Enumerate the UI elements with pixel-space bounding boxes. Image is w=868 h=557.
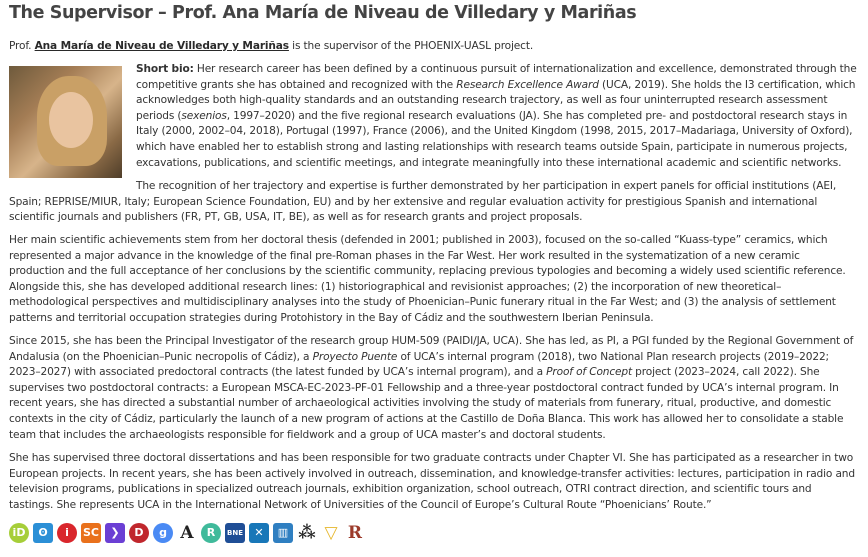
network-icon[interactable]: ⁂ (298, 522, 316, 543)
research-text-1: Since 2015, she has been the Principal Investigator of the research group HUM-509 (PAIDI/JA, UCA). She has led, as PI, a PGI funded by the Regional Government of Andalusia (on the Phoenician–Punic necropolis of Cádiz), a (9, 335, 854, 363)
orcid-icon[interactable]: iD (9, 523, 29, 543)
bio-label: Short bio: (136, 63, 194, 75)
supervisor-photo (9, 66, 122, 178)
bio-text-3: , 1997–2020) and the five regional research evaluations (JA). She has completed pre- and postdoctoral research stays in Italy (2000, 2002–04, 2018), Portugal (1997), France (2006), and the United Kingdom (1998, 2015, 2017–Madariaga, University of Oxford), which have enabled her to establish strong and lasting relationships with research teams outside Spain, participate in numerous projects, excavations, publications, and scientific meetings, and integrate meaningfully into these international academic and scientific networks. (136, 109, 853, 169)
research-text-3: project (2023–2024, call 2022). She supervises two postdoctoral contracts: a European MSCA-EC-2023-PF-01 Fellowship and a three-year postdoctoral contract funded by UCA’s internal program. In recent years, she has directed a substantial number of archaeological activities involving the study of materials from funerary, ritual, productive, and domestic contexts in the city of Cádiz, particularly the launch of a new program of actions at the Castillo de Doña Blanca. This work has allowed her to consolidate a stable team that includes the archaeologists responsible for fieldwork and a group of UCA master’s and doctoral students. (9, 366, 844, 441)
google-scholar-icon[interactable]: g (153, 523, 173, 543)
library-icon[interactable]: ▥ (273, 523, 293, 543)
research-text-2: of UCA’s internal program (2018), two National Plan research projects (2019–2022; 2023–2027) with associated predoctoral contracts (the latest funded by UCA’s internal program), and a (9, 350, 829, 379)
paragraph-recognition (9, 179, 857, 226)
x-icon[interactable]: ✕ (249, 523, 269, 543)
recognition-text: The recognition of her trajectory and expertise is further demonstrated by her participation in expert panels for official institutions (AEI, Spain; REPRISE/MIUR, Italy; European Science Foundation, EU) and by her extensive and regular evaluation activity for prestigious Spanish and international scientific journals and publishers (FR, PT, GB, USA, IT, BE), as well as for research grants and project proposals. (9, 180, 837, 224)
short-bio (136, 62, 858, 171)
dialnet-icon[interactable]: D (129, 523, 149, 543)
researchgate-icon[interactable]: R (201, 523, 221, 543)
bio-text-2: (UCA, 2019). She holds the I3 certification, which acknowledges both high-quality standards and an outstanding research trajectory, as well as four uninterrupted research assessment periods ( (136, 78, 856, 122)
scopus-icon[interactable]: SC (81, 523, 101, 543)
researcherid-icon[interactable]: ʘ (33, 523, 53, 543)
intro-text (9, 39, 857, 55)
award-name: Research Excellence Award (456, 78, 599, 91)
paragraph-outreach: She has supervised three doctoral dissertations and has been responsible for two graduate contracts under Chapter VI. She has participated as a researcher in two European projects. In recent years, she has been actively involved in outreach, dissemination, and knowledge-transfer activities: lectures, participation in radio and television programs, publications in specialized outreach journals, exhibition organization, school outreach, OTRI contract direction, and scientific tours and tastings. She represents UCA in the International Network of Universities of the Council of Europe’s Cultural Route “Phoenicians’ Route.” (9, 452, 855, 511)
profile-links-bar (9, 520, 365, 545)
proof-of-concept: Proof of Concept (546, 366, 632, 379)
proyecto-puente: Proyecto Puente (312, 350, 398, 363)
bio-text-1: Her research career has been defined by a continuous pursuit of internationalization and excellence, demonstrated through the competitive grants she has obtained and recognized with the (136, 63, 857, 91)
photo-face (49, 92, 93, 148)
paragraph-achievements: Her main scientific achievements stem from her doctoral thesis (defended in 2001; published in 2003), focused on the so-called “Kuass-type” ceramics, which represented a major advance in the knowledge of the final pre-Roman phases in the Far West. Her work resulted in the systematization of a new ceramic production and the full acceptance of her conclusions by the scientific community, replacing previous typologies and becoming a widely used scientific reference. Alongside this, she has developed additional research lines: (1) historiographical and revisionist approaches; (2) the incorporation of new theoretical–methodological perspectives and multidisciplinary analyses into the study of Phoenician–Punic funerary ritual in the Far West; and (3) the analysis of settlement patterns and territorial occupation strategies during Protohistory in the Bay of Cádiz and the southwestern Iberian Peninsula. (9, 234, 846, 324)
rollo-icon[interactable]: R (347, 522, 363, 543)
sexenios-term: sexenios (181, 109, 227, 122)
paragraph-research-group (9, 334, 857, 443)
page-title: The Supervisor – Prof. Ana María de Niveau de Villedary y Mariñas (9, 3, 637, 23)
publons-icon[interactable]: ❯ (105, 523, 125, 543)
info-icon[interactable]: i (57, 523, 77, 543)
supervisor-name-link[interactable]: Ana María de Niveau de Villedary y Mariñas (34, 40, 289, 52)
intro-prefix: Prof. (9, 40, 35, 52)
bne-icon[interactable]: BNE (225, 523, 245, 543)
mendeley-icon[interactable]: ▽ (324, 522, 338, 543)
intro-suffix: is the supervisor of the PHOENIX-UASL project. (288, 40, 534, 52)
academia-icon[interactable]: A (180, 522, 194, 543)
